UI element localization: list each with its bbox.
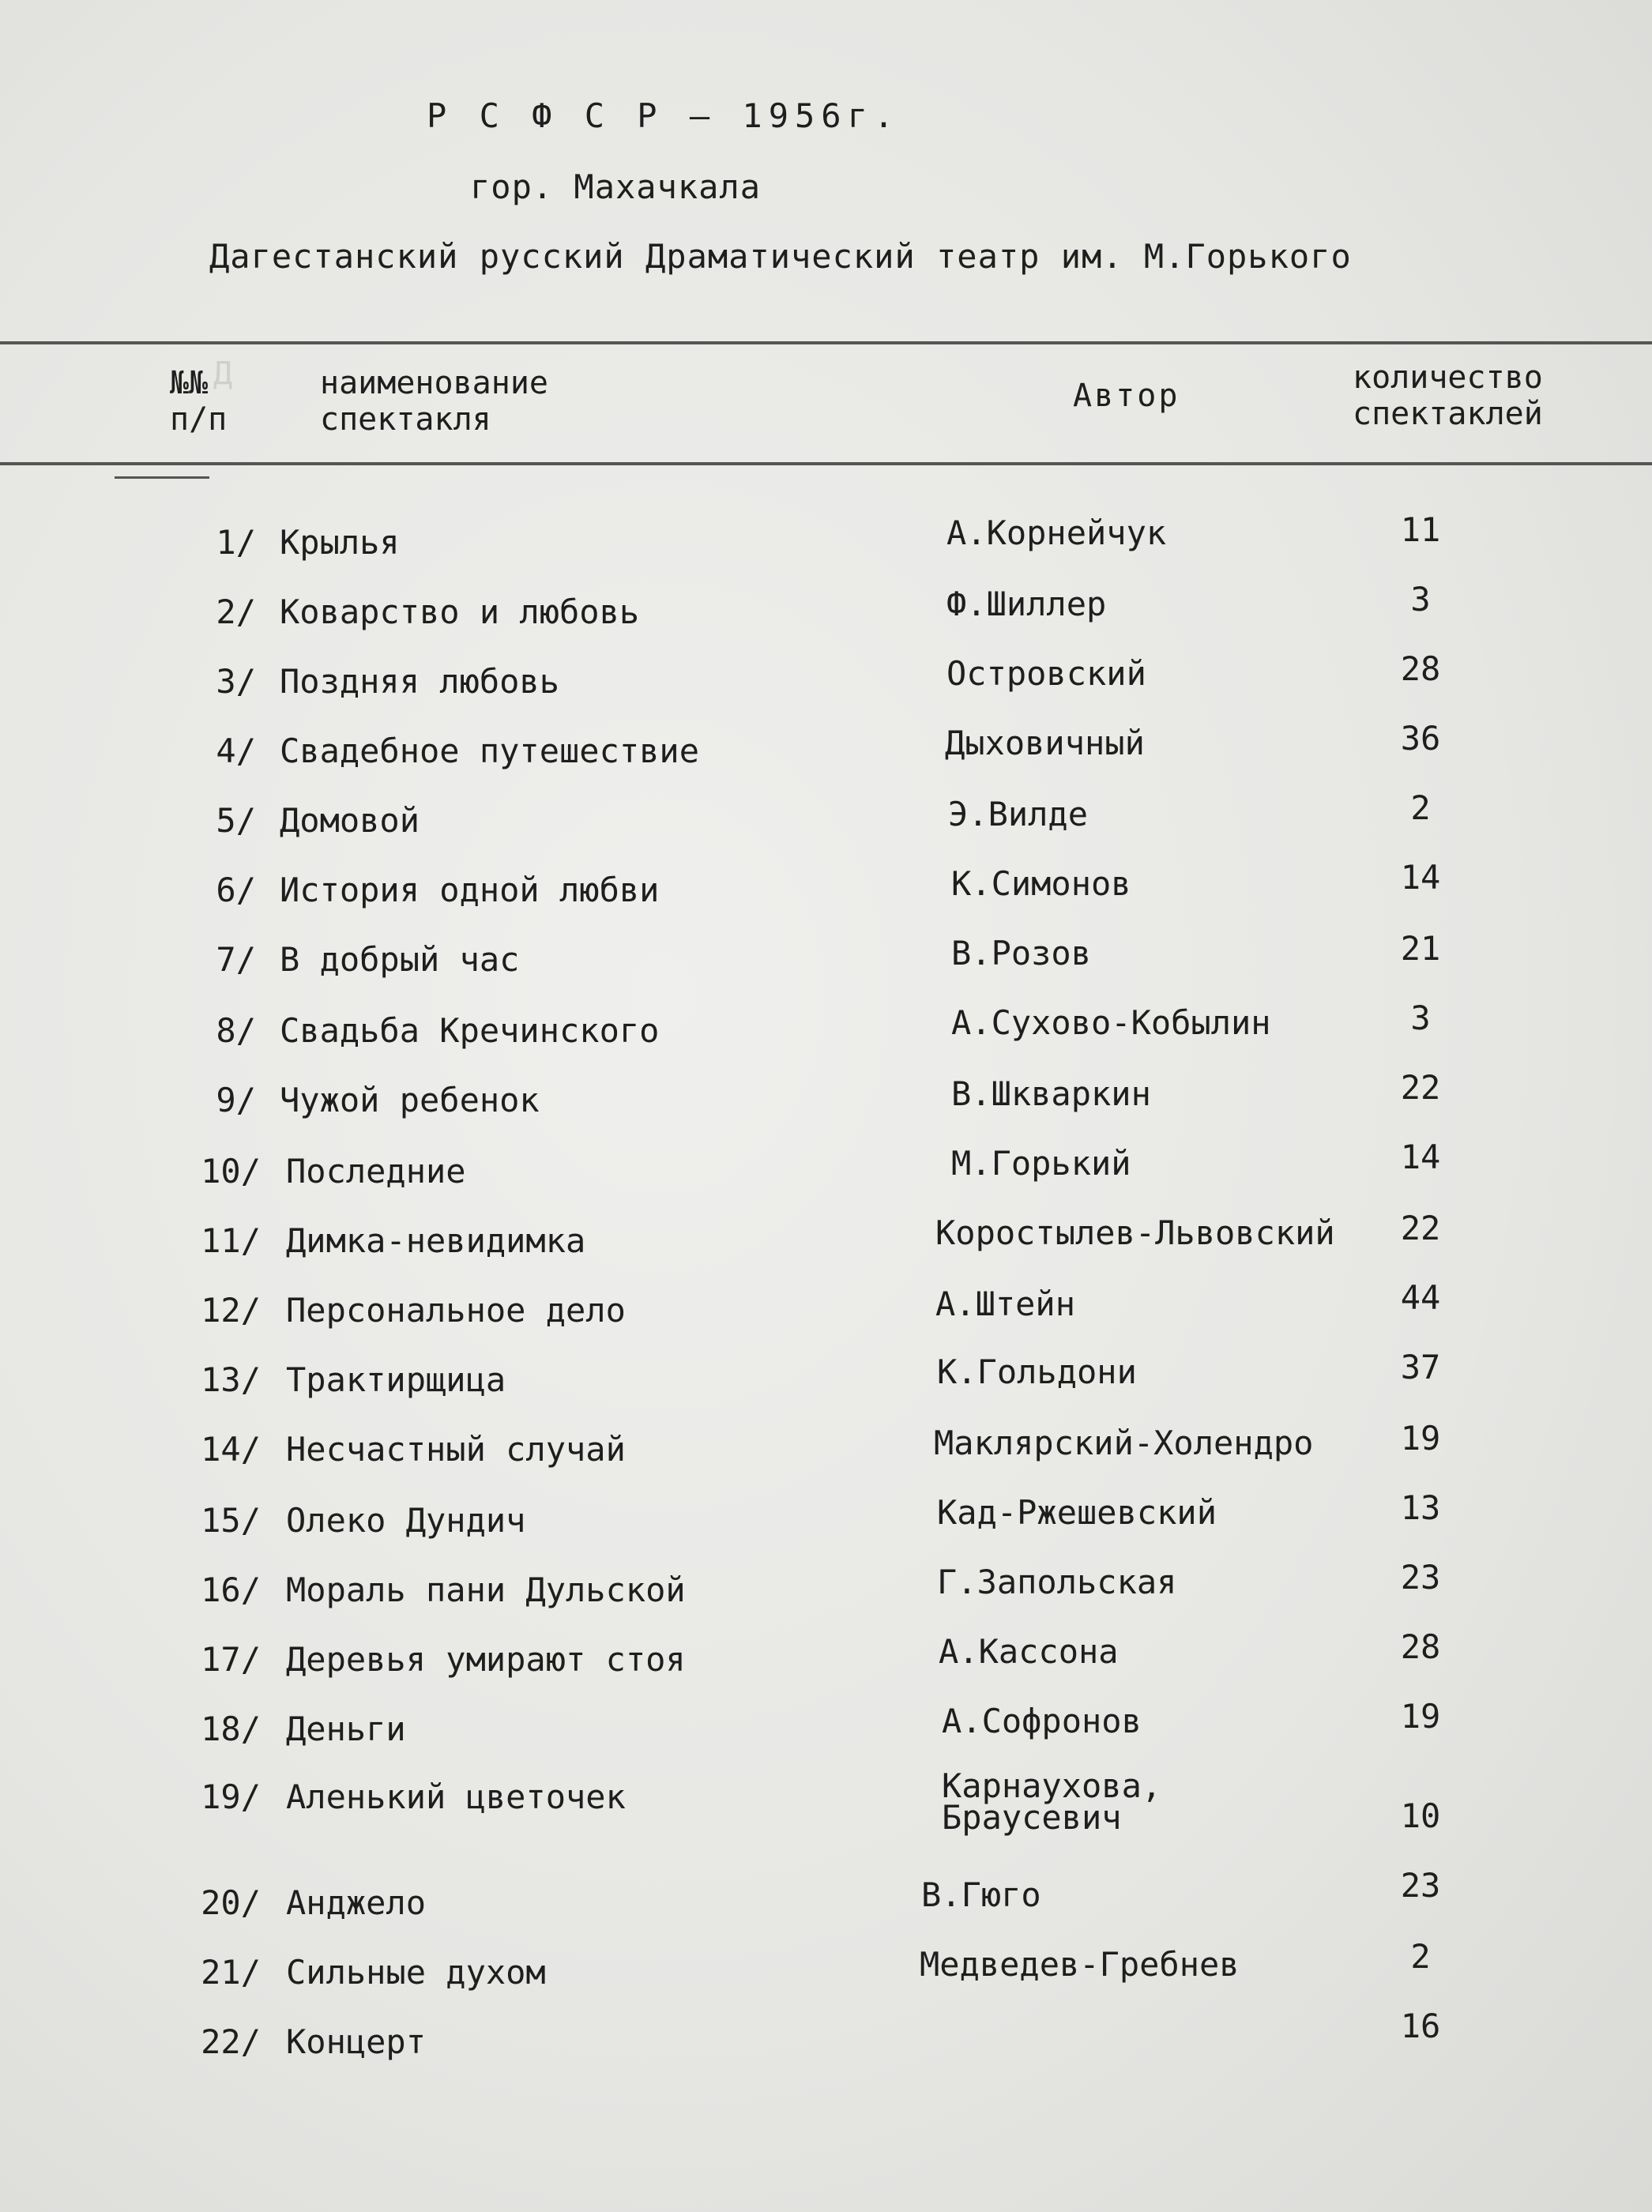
row-author: Медведев-Гребнев <box>920 1945 1240 1984</box>
row-title: Свадебное путешествие <box>280 732 700 770</box>
row-number: 1/ <box>216 523 256 562</box>
row-author: Карнаухова, <box>942 1766 1162 1805</box>
row-title: Коварство и любовь <box>280 592 640 631</box>
row-number: 21/ <box>201 1953 261 1992</box>
row-number: 4/ <box>216 732 256 770</box>
row-author: В.Шкваркин <box>951 1074 1151 1113</box>
row-title: Сильные духом <box>286 1953 546 1992</box>
row-title: Персональное дело <box>286 1291 626 1330</box>
column-header-count <box>1353 359 1543 432</box>
row-author: М.Горький <box>951 1144 1131 1183</box>
row-title: Трактирщица <box>286 1360 506 1399</box>
row-author: Г.Запольская <box>937 1563 1177 1601</box>
row-count: 28 <box>1400 649 1441 688</box>
row-count: 3 <box>1410 580 1431 619</box>
row-count: 19 <box>1400 1419 1441 1458</box>
row-number: 10/ <box>201 1152 261 1191</box>
row-author: А.Кассона <box>939 1632 1119 1671</box>
row-title: История одной любви <box>280 871 660 909</box>
row-count: 14 <box>1400 1138 1441 1176</box>
row-count: 28 <box>1400 1627 1441 1666</box>
row-count: 21 <box>1400 929 1441 968</box>
row-title: Деревья умирают стоя <box>286 1640 686 1679</box>
row-number: 22/ <box>201 2022 261 2061</box>
row-number: 9/ <box>216 1081 256 1119</box>
row-number: 18/ <box>201 1710 261 1748</box>
row-number: 14/ <box>201 1430 261 1469</box>
row-author: Дыховичный <box>945 724 1145 762</box>
column-header-number-line1: №№ <box>170 365 209 401</box>
row-author-second-line: Браусевич <box>942 1798 1122 1837</box>
row-author: А.Сухово-Кобылин <box>951 1003 1271 1042</box>
column-header-number-line2: п/п <box>170 401 228 438</box>
row-count: 22 <box>1400 1209 1441 1247</box>
row-number: 11/ <box>201 1221 261 1260</box>
table-header-rule <box>0 462 1652 465</box>
row-author: В.Гюго <box>921 1875 1041 1914</box>
row-count: 23 <box>1400 1558 1441 1597</box>
row-title: Концерт <box>286 2022 427 2061</box>
row-author: А.Софронов <box>942 1702 1142 1740</box>
header-line-2: гор. Махачкала <box>470 167 762 206</box>
column-header-number <box>170 365 227 438</box>
row-title: Крылья <box>280 523 400 562</box>
column-header-title-line1: наименование <box>320 365 548 401</box>
row-title: В добрый час <box>280 940 520 979</box>
header-line-3: Дагестанский русский Драматический театр им. М.Горького <box>209 237 1352 276</box>
row-title: Деньги <box>286 1710 406 1748</box>
row-title: Димка-невидимка <box>286 1221 586 1260</box>
column-header-title <box>320 365 548 438</box>
row-author: К.Симонов <box>951 864 1131 903</box>
row-title: Свадьба Кречинского <box>280 1011 660 1050</box>
header-rule-underline <box>115 476 209 479</box>
row-author: Кад-Ржешевский <box>937 1493 1217 1532</box>
row-title: Чужой ребенок <box>280 1081 540 1119</box>
row-count: 3 <box>1410 999 1431 1037</box>
row-number: 16/ <box>201 1571 261 1609</box>
row-number: 12/ <box>201 1291 261 1330</box>
row-author: Коростылев-Львовский <box>935 1213 1335 1252</box>
row-count: 22 <box>1400 1068 1441 1107</box>
row-count: 2 <box>1410 1937 1431 1976</box>
row-title: Мораль пани Дульской <box>286 1571 686 1609</box>
row-number: 6/ <box>216 871 256 909</box>
row-count: 2 <box>1410 788 1431 827</box>
column-header-author: Автор <box>1073 378 1180 414</box>
row-number: 8/ <box>216 1011 256 1050</box>
row-author: Островский <box>946 654 1146 693</box>
row-count: 11 <box>1400 510 1441 549</box>
row-number: 5/ <box>216 801 256 840</box>
row-number: 19/ <box>201 1778 261 1816</box>
table-top-rule <box>0 341 1652 344</box>
row-count: 14 <box>1400 858 1441 897</box>
row-number: 20/ <box>201 1883 261 1922</box>
row-number: 17/ <box>201 1640 261 1679</box>
row-author: А.Корнейчук <box>946 514 1167 552</box>
row-count: 16 <box>1400 2007 1441 2045</box>
row-number: 13/ <box>201 1360 261 1399</box>
row-count: 44 <box>1400 1278 1441 1317</box>
row-count: 36 <box>1400 719 1441 758</box>
row-count: 37 <box>1400 1348 1441 1386</box>
row-count: 23 <box>1400 1866 1441 1905</box>
row-author: Маклярский-Холендро <box>934 1424 1314 1462</box>
bleed-through-text: Д <box>213 356 233 392</box>
row-title: Домовой <box>280 801 420 840</box>
row-author: К.Гольдони <box>937 1352 1137 1391</box>
row-number: 2/ <box>216 592 256 631</box>
row-title: Последние <box>286 1152 466 1191</box>
column-header-title-line2: спектакля <box>320 401 491 438</box>
row-title: Несчастный случай <box>286 1430 626 1469</box>
row-number: 7/ <box>216 940 256 979</box>
row-author: Ф.Шиллер <box>946 585 1107 623</box>
row-author: Э.Вилде <box>948 795 1089 833</box>
column-header-count-line1: количество <box>1353 359 1543 396</box>
row-count: 10 <box>1400 1796 1441 1835</box>
row-title: Олеко Дундич <box>286 1501 526 1540</box>
row-number: 15/ <box>201 1501 261 1540</box>
row-number: 3/ <box>216 662 256 701</box>
row-title: Поздняя любовь <box>280 662 560 701</box>
row-title: Анджело <box>286 1883 427 1922</box>
row-title: Аленький цветочек <box>286 1778 626 1816</box>
row-count: 13 <box>1400 1488 1441 1527</box>
header-line-1: Р С Ф С Р – 1956г. <box>427 96 901 135</box>
row-count: 19 <box>1400 1697 1441 1736</box>
row-author: В.Розов <box>951 934 1092 972</box>
column-header-count-line2: спектаклей <box>1353 396 1543 432</box>
row-author: А.Штейн <box>935 1285 1076 1323</box>
